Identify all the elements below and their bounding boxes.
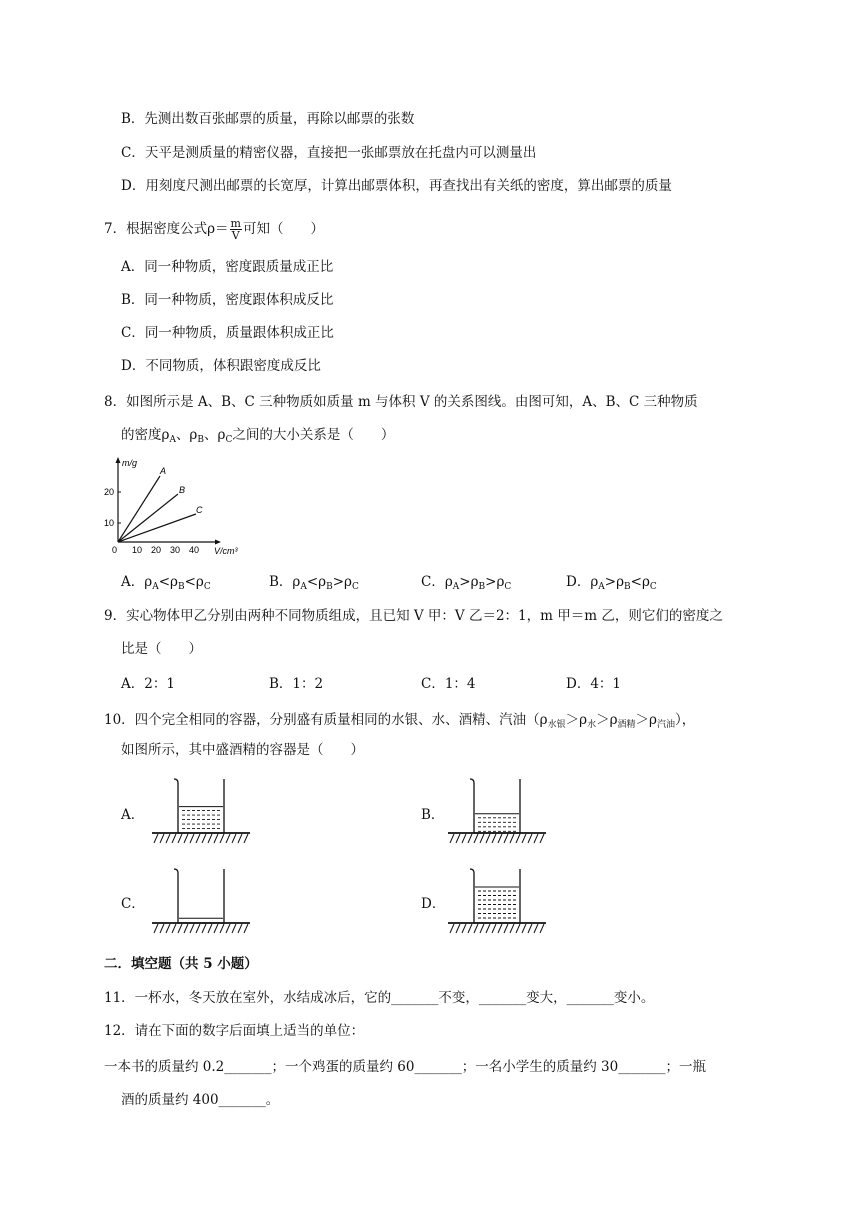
beaker-outline [174,869,224,923]
q7-option-b: B．同一种物质，密度跟体积成反比 [121,292,334,308]
y-axis-label: m/g [122,458,138,468]
x-tick-label-0: 0 [112,545,118,555]
q7-option-c: C．同一种物质，质量跟体积成正比 [121,325,334,341]
ground-hatch [166,834,170,843]
ground-hatch [504,924,508,933]
ground-hatch [154,924,158,933]
ground-hatch [184,924,188,933]
beaker-outline [174,779,224,833]
line-a-label: A [160,466,167,476]
sub: A [300,582,307,592]
x-tick-label-20: 20 [151,545,162,555]
ground-hatch [220,834,224,843]
ground-hatch [450,924,454,933]
ground-hatch [208,924,212,933]
relation: > [485,574,497,590]
q12-line1: 一本书的质量约 0.2_______；一个鸡蛋的质量约 60_______；一名小学生的质量约 30_______；一瓶 [104,1059,706,1075]
rho: ρ [470,574,479,590]
ground-hatch [238,834,242,843]
relation: < [158,574,170,590]
rho: ρ [318,574,327,590]
y-tick-label-10: 10 [104,518,115,528]
sub: C [504,582,512,592]
x-axis-arrow [215,540,221,545]
section-title-fill-in: 二．填空题（共 5 小题） [104,956,258,972]
y-axis-arrow [116,457,121,463]
sub: B [326,582,333,592]
ground-hatch [486,924,490,933]
sub: C [351,582,359,592]
ground-hatch [462,924,466,933]
ground-hatch [196,924,200,933]
relation: ＞ρ [565,712,588,728]
option-prefix: D． [566,574,591,590]
ground-hatch [522,924,526,933]
sub: C [203,582,211,592]
beaker-outline [470,779,520,833]
beaker-outline [470,869,520,923]
rho: ρ [641,574,650,590]
q6-option-d: D．用刻度尺测出邮票的长宽厚，计算出邮票体积，再查找出有关纸的密度，算出邮票的质量 [121,178,672,194]
q9-option-b: B．1：2 [269,676,324,692]
q9-option-d: D．4：1 [566,676,622,692]
sub: A [152,582,159,592]
q8-option-c [421,573,511,596]
line-b-label: B [179,485,186,495]
relation: > [604,574,617,590]
q8-option-b [269,573,359,596]
relation: < [184,574,196,590]
ground-hatch [474,924,478,933]
q7-stem [104,218,324,241]
ground-hatch [516,834,520,843]
sub-c: C [225,435,233,445]
ground-hatch [510,924,514,933]
q8-option-d [566,573,657,596]
q8-stem2-post: 之间的大小关系是（ ） [232,427,395,443]
ground-hatch [462,834,466,843]
q10-stem-line2: 如图所示，其中盛酒精的容器是（ ） [121,742,364,758]
q10-label-b: B． [421,807,445,823]
rho: ρ [170,574,178,590]
q7-option-d: D．不同物质，体积跟密度成反比 [121,358,321,374]
sub-b: B [197,435,204,445]
ground-hatch [244,834,248,843]
ground-hatch [214,924,218,933]
ground-hatch [456,834,460,843]
ground-hatch [238,924,242,933]
rho: ρ [444,574,453,590]
q9-stem-line1: 9．实心物体甲乙分别由两种不同物质组成，且已知 V 甲：V 乙＝2：1，m 甲＝m 乙，则它们的密度之 [104,608,723,624]
sub: B [177,582,185,592]
ground-hatch [528,834,532,843]
q8-stem2-m1: 、ρ [175,427,198,443]
line-c [118,514,196,542]
x-tick-label-10: 10 [132,545,143,555]
rho: ρ [292,574,301,590]
ground-hatch [486,834,490,843]
ground-hatch [492,834,496,843]
ground-hatch [220,924,224,933]
q10-label-a: A． [121,807,145,823]
q7-stem-pre: 7．根据密度公式ρ＝ [104,221,229,237]
ground-hatch [202,924,206,933]
container-figure-c [150,865,252,939]
q9-stem-line2: 比是（ ） [121,641,202,657]
q6-option-b: B．先测出数百张邮票的质量，再除以邮票的张数 [121,111,415,127]
q9-option-c: C．1：4 [421,676,476,692]
option-prefix: C． [421,574,445,590]
rho: ρ [344,574,352,590]
ground-hatch [154,834,158,843]
ground-hatch [232,834,236,843]
relation: > [332,574,345,590]
fraction-numerator: m [230,217,241,230]
ground-hatch [450,834,454,843]
ground-hatch [172,834,176,843]
ground-hatch [468,834,472,843]
ground-hatch [516,924,520,933]
relation: < [306,574,319,590]
ground-hatch [498,834,502,843]
ground-hatch [190,924,194,933]
sub: C [649,582,657,592]
line-c-label: C [196,505,203,515]
ground-hatch [540,834,544,843]
rho: ρ [616,574,625,590]
ground-hatch [468,924,472,933]
q8-option-a [121,573,211,596]
sub-mercury: 水银 [547,720,566,730]
x-tick-label-30: 30 [170,545,181,555]
y-tick-label-20: 20 [104,487,115,497]
ground-hatch [196,834,200,843]
relation: ＞ρ [635,712,657,728]
ground-hatch [166,924,170,933]
liquid [478,818,518,832]
liquid [478,891,518,918]
ground-hatch [480,924,484,933]
relation: > [459,574,471,590]
ground-hatch [226,834,230,843]
ground-hatch [226,924,230,933]
ground-hatch [534,834,538,843]
density-formula-fraction [230,218,242,241]
ground-hatch [510,834,514,843]
q8-stem2-m2: 、ρ [204,427,226,443]
sub-water: 水 [587,720,597,730]
sub: B [624,582,631,592]
q10-stem-post: ）， [675,712,696,728]
q12-line2: 酒的质量约 400_______。 [121,1092,280,1108]
x-axis-label: V/cm³ [214,546,238,556]
sub: A [598,582,605,592]
q8-stem-line2 [121,426,394,449]
ground-hatch [480,834,484,843]
rho: ρ [496,574,505,590]
q7-option-a: A．同一种物质，密度跟质量成正比 [121,259,334,275]
fraction-denominator: V [231,229,240,242]
x-tick-label-40: 40 [189,545,200,555]
ground-hatch [178,924,182,933]
ground-hatch [534,924,538,933]
ground-hatch [540,924,544,933]
q12-stem: 12．请在下面的数字后面填上适当的单位： [104,1023,365,1039]
ground-hatch [232,924,236,933]
q6-option-c: C．天平是测质量的精密仪器，直接把一张邮票放在托盘内可以测量出 [121,145,537,161]
q8-stem-line1: 8．如图所示是 A、B、C 三种物质如质量 m 与体积 V 的关系图线。由图可知，A、B、C 三种物质 [104,394,698,410]
sub-gasoline: 汽油 [656,720,675,730]
q10-label-d: D． [421,896,446,912]
rho: ρ [590,574,599,590]
ground-hatch [528,924,532,933]
sub-alcohol: 酒精 [617,720,636,730]
relation: ＞ρ [596,712,618,728]
line-a [118,476,160,542]
sub-a: A [169,435,176,445]
ground-hatch [214,834,218,843]
q11-text: 11．一杯水，冬天放在室外，水结成冰后，它的_______不变，_______变大，_______变小。 [104,990,655,1006]
relation: < [630,574,642,590]
ground-hatch [522,834,526,843]
sub: B [478,582,486,592]
ground-hatch [202,834,206,843]
sub: A [452,582,460,592]
q8-stem2-pre: 的密度ρ [121,427,170,443]
line-b [118,494,178,542]
ground-hatch [492,924,496,933]
ground-hatch [474,834,478,843]
ground-hatch [160,924,164,933]
q10-stem-line1 [104,711,695,734]
ground-hatch [178,834,182,843]
ground-hatch [498,924,502,933]
ground-hatch [456,924,460,933]
q9-option-a: A．2：1 [121,676,175,692]
ground-hatch [160,834,164,843]
container-figure-d [446,865,548,939]
q10-stem-pre: 10．四个完全相同的容器，分别盛有质量相同的水银、水、酒精、汽油（ρ [104,712,548,728]
rho: ρ [195,574,204,590]
liquid [182,811,222,829]
q10-label-c: C． [121,896,145,912]
ground-hatch [190,834,194,843]
ground-hatch [244,924,248,933]
q7-stem-post: 可知（ ） [242,221,324,237]
ground-hatch [172,924,176,933]
ground-hatch [208,834,212,843]
mass-volume-graph [100,456,242,558]
ground-hatch [504,834,508,843]
ground-hatch [184,834,188,843]
option-prefix: B． [269,574,293,590]
option-prefix: A． [121,574,145,590]
container-figure-b [446,775,548,849]
rho: ρ [144,574,153,590]
container-figure-a [150,775,252,849]
